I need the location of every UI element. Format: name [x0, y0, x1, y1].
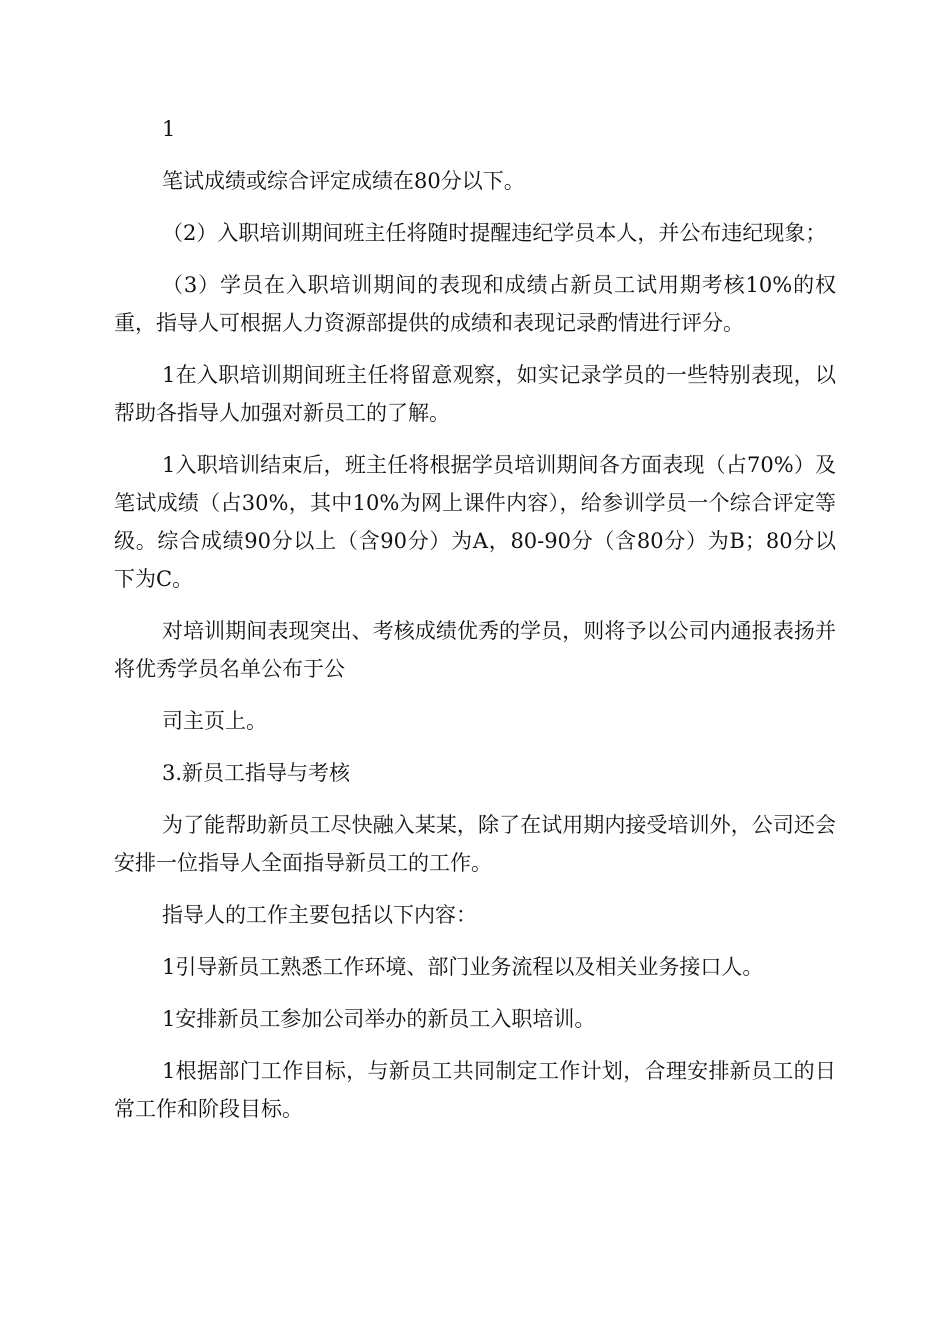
- paragraph: 对培训期间表现突出、考核成绩优秀的学员，则将予以公司内通报表扬并将优秀学员名单公布于公: [114, 619, 836, 681]
- list-item: 1引导新员工熟悉工作环境、部门业务流程以及相关业务接口人。: [162, 955, 764, 979]
- document-body: [114, 110, 836, 1142]
- paragraph: 笔试成绩或综合评定成绩在80分以下。: [162, 169, 525, 193]
- list-item: 1根据部门工作目标，与新员工共同制定工作计划，合理安排新员工的日常工作和阶段目标。: [114, 1059, 836, 1121]
- paragraph: 1入职培训结束后，班主任将根据学员培训期间各方面表现（占70%）及笔试成绩（占30%，其中10%为网上课件内容），给参训学员一个综合评定等级。综合成绩90分以上（含90分）为A，80-90分（含80分）为B；80分以下为C。: [114, 453, 836, 591]
- list-item: 1安排新员工参加公司举办的新员工入职培训。: [162, 1007, 596, 1031]
- section-heading: 3.新员工指导与考核: [162, 761, 351, 785]
- paragraph: 指导人的工作主要包括以下内容：: [162, 903, 477, 927]
- paragraph: （3）学员在入职培训期间的表现和成绩占新员工试用期考核10%的权重，指导人可根据人力资源部提供的成绩和表现记录酌情进行评分。: [114, 273, 836, 335]
- paragraph: 1在入职培训期间班主任将留意观察，如实记录学员的一些特别表现，以帮助各指导人加强对新员工的了解。: [114, 363, 836, 425]
- paragraph: （2）入职培训期间班主任将随时提醒违纪学员本人，并公布违纪现象；: [162, 221, 827, 245]
- paragraph: 司主页上。: [162, 709, 267, 733]
- paragraph: 1: [162, 117, 176, 141]
- paragraph: 为了能帮助新员工尽快融入某某，除了在试用期内接受培训外，公司还会安排一位指导人全面指导新员工的工作。: [114, 813, 836, 875]
